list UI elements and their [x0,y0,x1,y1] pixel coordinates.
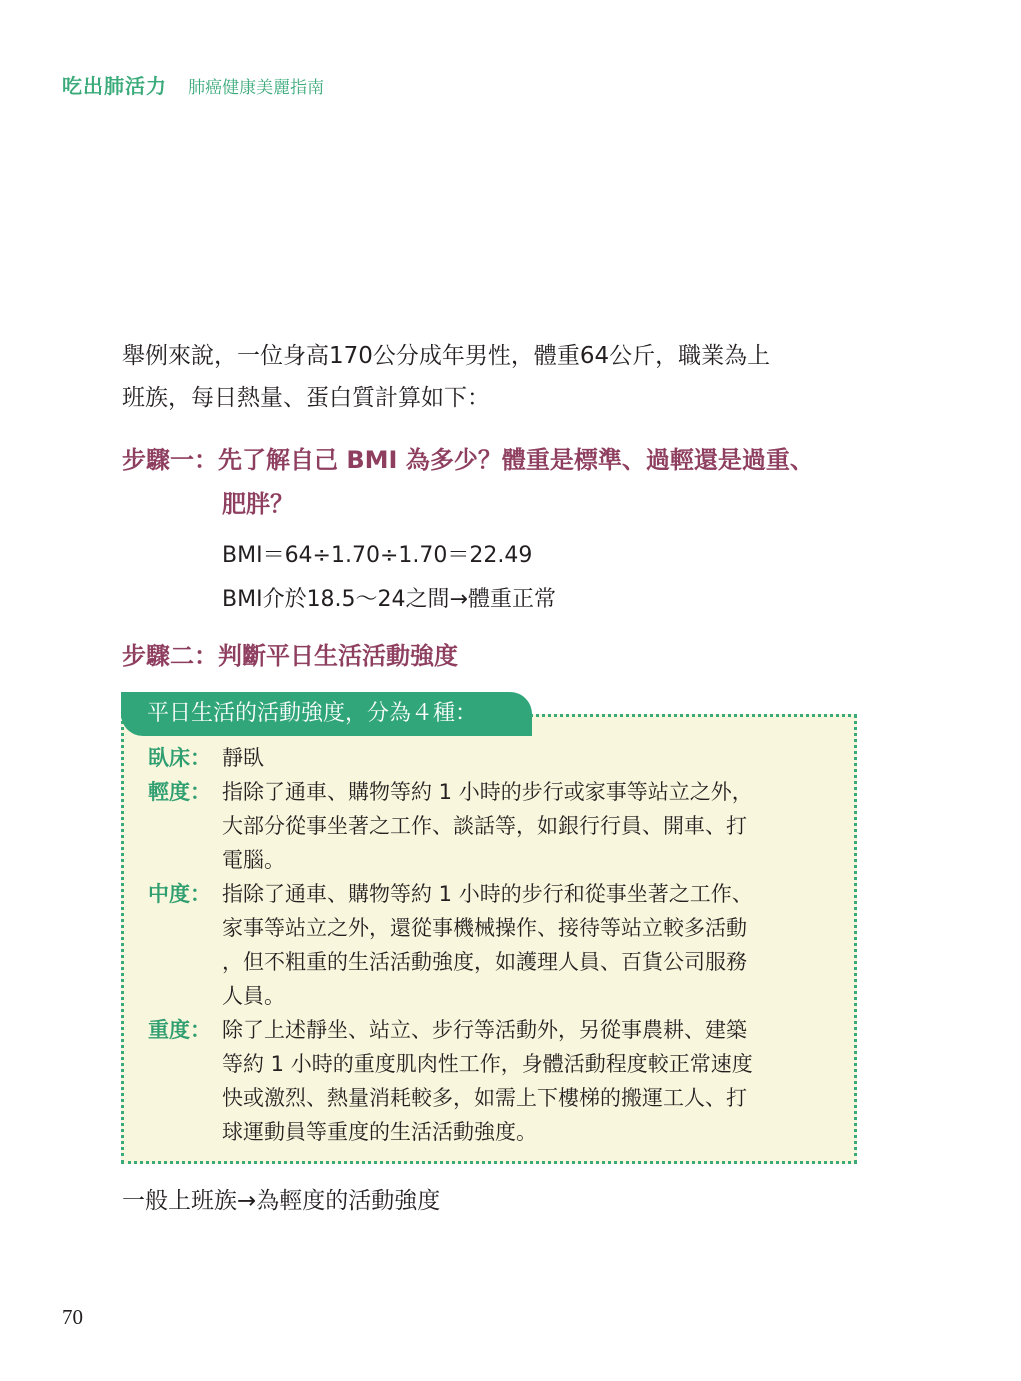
bmi-calculation: BMI＝64÷1.70÷1.70＝22.49 [222,543,533,568]
item-text: 等約 1 小時的重度肌肉性工作，身體活動程度較正常速度 [222,1052,753,1076]
book-subtitle: 肺癌健康美麗指南 [188,78,325,98]
item-label: 輕度： [148,780,211,804]
item-text: 大部分從事坐著之工作、談話等，如銀行行員、開車、打 [222,814,747,838]
item-text: 指除了通車、購物等約 1 小時的步行和從事坐著之工作、 [222,882,753,906]
item-text: 家事等站立之外，還從事機械操作、接待等站立較多活動 [222,916,747,940]
step1-heading-line-1: 步驟一：先了解自己 BMI 為多少？體重是標準、過輕還是過重、 [122,446,814,474]
intro-line-2: 班族，每日熱量、蛋白質計算如下： [122,385,490,411]
item-heavy [148,1013,747,1047]
item-light [148,775,753,809]
item-text: ，但不粗重的生活活動強度，如護理人員、百貨公司服務 [222,950,747,974]
step2-heading: 步驟二：判斷平日生活活動強度 [122,642,458,670]
running-header [62,70,324,100]
item-text: 人員。 [222,984,285,1008]
page-number: 70 [62,1305,83,1329]
item-label: 臥床： [148,746,211,770]
item-label: 重度： [148,1018,211,1042]
conclusion-text: 一般上班族→為輕度的活動強度 [122,1188,441,1214]
item-text: 電腦。 [222,848,285,872]
activity-box-title: 平日生活的活動強度，分為４種： [121,692,532,736]
intro-line-1: 舉例來說，一位身高170公分成年男性，體重64公斤，職業為上 [122,343,771,369]
item-text: 快或激烈、熱量消耗較多，如需上下樓梯的搬運工人、打 [222,1086,747,1110]
item-label: 中度： [148,882,211,906]
item-moderate [148,877,753,911]
item-text: 靜臥 [222,746,264,770]
item-text: 指除了通車、購物等約 1 小時的步行或家事等站立之外， [222,780,753,804]
step1-heading-line-2: 肥胖？ [222,490,294,518]
item-text: 球運動員等重度的生活活動強度。 [222,1120,537,1144]
item-text: 除了上述靜坐、站立、步行等活動外，另從事農耕、建築 [222,1018,747,1042]
book-title: 吃出肺活力 [62,74,167,98]
bmi-result: BMI介於18.5～24之間→體重正常 [222,587,556,612]
item-bedridden [148,741,264,775]
